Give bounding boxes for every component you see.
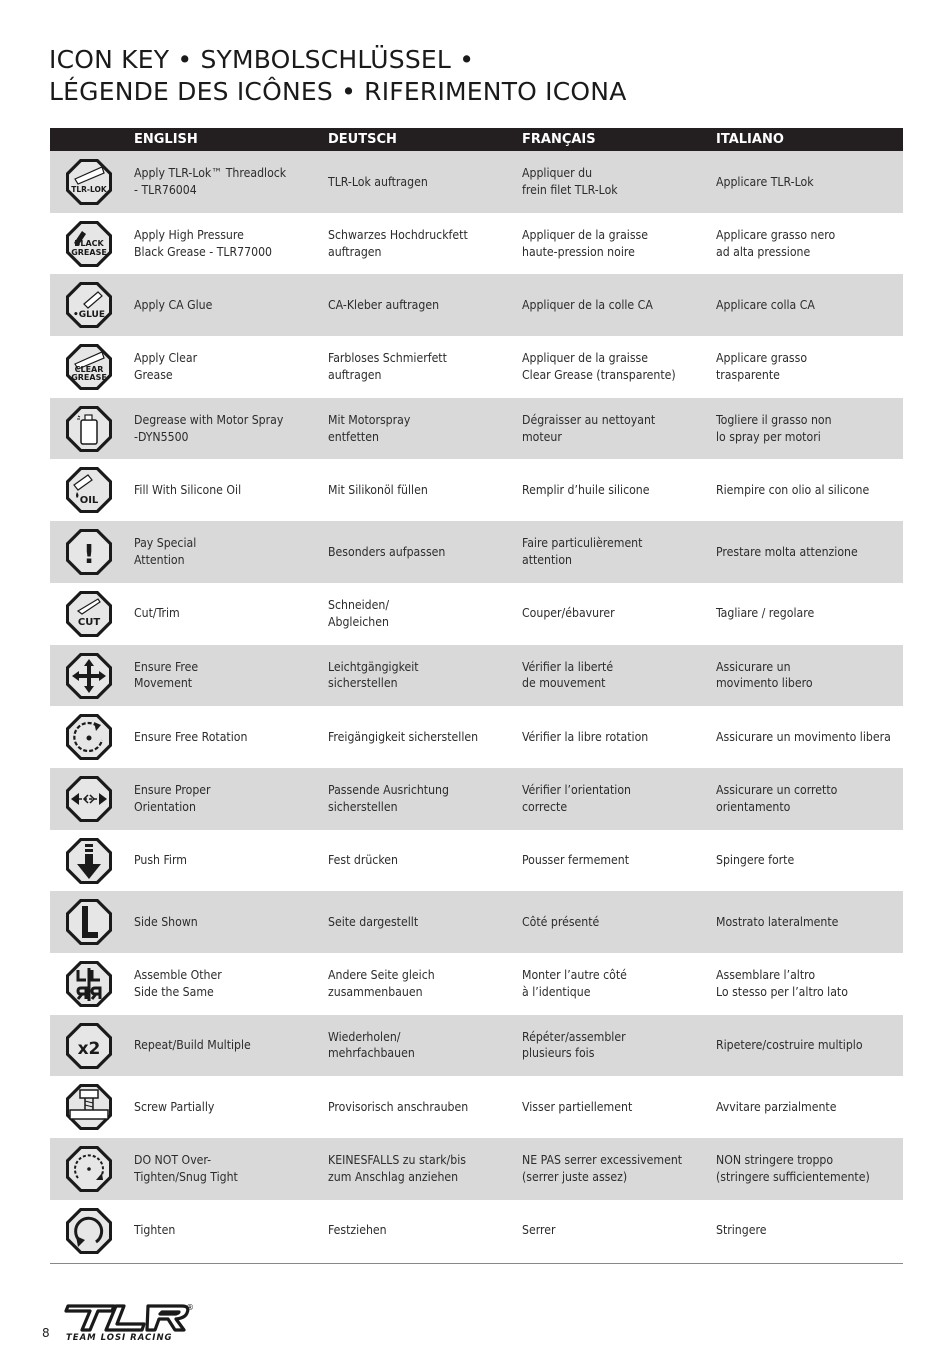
svg-text:GREASE: GREASE	[71, 373, 107, 383]
cell-francais: Dégraisser au nettoyant moteur	[522, 413, 656, 444]
cell-english: Repeat/Build Multiple	[134, 1038, 251, 1053]
header-english: ENGLISH	[134, 132, 198, 147]
screw-partially-icon	[64, 1082, 114, 1132]
table-header	[50, 128, 903, 151]
cell-francais: Vérifier la libre rotation	[522, 729, 649, 744]
cell-italiano: Ripetere/costruire multiplo	[716, 1038, 863, 1053]
header-deutsch: DEUTSCH	[328, 132, 397, 147]
cell-deutsch: TLR-Lok auftragen	[328, 174, 428, 189]
table-row	[50, 891, 903, 953]
svg-text:•GLUE: •GLUE	[72, 310, 106, 321]
cell-deutsch: CA-Kleber auftragen	[328, 297, 440, 312]
table-row	[50, 274, 903, 336]
tighten-icon	[64, 1206, 114, 1256]
cell-deutsch: Mit Motorspray entfetten	[328, 413, 411, 444]
cell-francais: Faire particulièrement attention	[522, 536, 643, 567]
table-row	[50, 1200, 903, 1262]
table-row	[50, 706, 903, 768]
cell-english: Apply TLR-Lok™ Threadlock - TLR76004	[134, 166, 287, 197]
cell-italiano: Riempire con olio al silicone	[716, 483, 870, 498]
cell-francais: Vérifier l’orientation correcte	[522, 783, 631, 814]
table-row	[50, 953, 903, 1015]
cell-deutsch: Mit Silikonöl füllen	[328, 483, 428, 498]
cell-italiano: Assicurare un movimento libero	[716, 659, 813, 691]
cell-english: DO NOT Over- Tighten/Snug Tight	[134, 1153, 238, 1184]
motor-spray-icon	[64, 404, 114, 454]
repeat-x2-icon	[64, 1021, 114, 1071]
cell-italiano: Spingere forte	[716, 853, 795, 868]
free-movement-icon	[64, 651, 114, 701]
cell-deutsch: Provisorisch anschrauben	[328, 1099, 469, 1114]
cell-english: Assemble Other Side the Same	[134, 968, 222, 999]
header-francais: FRANÇAIS	[522, 132, 596, 147]
header-italiano: ITALIANO	[716, 132, 784, 147]
title-line-1: ICON KEY • SYMBOLSCHLÜSSEL •	[49, 45, 475, 74]
cell-francais: Côté présenté	[522, 914, 600, 929]
cell-francais: Remplir d’huile silicone	[522, 483, 650, 498]
cell-english: Side Shown	[134, 914, 198, 929]
cell-english: Degrease with Motor Spray -DYN5500	[134, 413, 284, 444]
page-number: 8	[42, 1326, 50, 1340]
cell-deutsch: Besonders aufpassen	[328, 544, 446, 559]
assemble-other-side-icon	[64, 959, 114, 1009]
cell-english: Tighten	[134, 1223, 176, 1238]
cell-deutsch: Freigängigkeit sicherstellen	[328, 729, 479, 744]
cell-francais: Vérifier la liberté de mouvement	[522, 659, 614, 691]
title-line-2: LÉGENDE DES ICÔNES • RIFERIMENTO ICONA	[49, 77, 627, 106]
side-shown-icon	[64, 897, 114, 947]
clear-grease-icon	[64, 342, 114, 392]
table-row	[50, 213, 903, 275]
cell-english: Push Firm	[134, 853, 187, 868]
svg-text:!: !	[83, 540, 95, 571]
glue-icon	[64, 280, 114, 330]
cell-deutsch: Seite dargestellt	[328, 914, 419, 929]
cell-italiano: Assemblare l’altro Lo stesso per l’altro lato	[716, 968, 848, 999]
cell-english: Apply Clear Grease	[134, 351, 198, 382]
cell-italiano: Stringere	[716, 1223, 767, 1238]
svg-text:x2: x2	[77, 1038, 101, 1059]
cell-deutsch: Andere Seite gleich zusammenbauen	[328, 968, 435, 999]
cell-francais: Monter l’autre côté à l’identique	[522, 968, 627, 999]
svg-text:BLACK: BLACK	[74, 238, 104, 248]
icon-key-table	[50, 128, 903, 1261]
cell-francais: Visser partiellement	[522, 1099, 633, 1114]
table-row	[50, 1138, 903, 1200]
table-row	[50, 336, 903, 398]
tlr-logo	[62, 1300, 202, 1342]
cell-english: Screw Partially	[134, 1099, 215, 1114]
cell-english: Cut/Trim	[134, 606, 180, 621]
cell-francais: Serrer	[522, 1223, 556, 1238]
cell-english: Apply CA Glue	[134, 297, 213, 312]
table-row	[50, 583, 903, 645]
cell-deutsch: Passende Ausrichtung sicherstellen	[328, 783, 449, 814]
table-row	[50, 521, 903, 583]
cell-italiano: Avvitare parzialmente	[716, 1099, 837, 1114]
cell-italiano: Prestare molta attenzione	[716, 544, 858, 559]
cell-italiano: Applicare grasso nero ad alta pressione	[716, 228, 836, 259]
cell-italiano: Applicare colla CA	[716, 297, 815, 312]
black-grease-icon	[64, 219, 114, 269]
silicone-oil-icon	[64, 465, 114, 515]
attention-icon	[64, 527, 114, 577]
free-rotation-icon	[64, 712, 114, 762]
cell-english: Apply High Pressure Black Grease - TLR77000	[134, 228, 273, 259]
table-row	[50, 398, 903, 460]
cell-english: Ensure Proper Orientation	[134, 783, 211, 814]
cell-deutsch: Fest drücken	[328, 853, 398, 868]
cell-francais: Appliquer de la graisse Clear Grease (transparente)	[522, 351, 676, 382]
cell-deutsch: KEINESFALLS zu stark/bis zum Anschlag anziehen	[328, 1153, 466, 1184]
cell-deutsch: Leichtgängigkeit sicherstellen	[328, 659, 419, 691]
cell-francais: Appliquer de la graisse haute-pression noire	[522, 228, 649, 259]
logo-subtext: TEAM LOSI RACING	[66, 1333, 173, 1342]
cell-italiano: Tagliare / regolare	[716, 606, 815, 621]
cell-italiano: Assicurare un movimento libera	[716, 729, 891, 744]
cell-english: Ensure Free Movement	[134, 659, 199, 691]
table-row	[50, 151, 903, 213]
cell-english: Pay Special Attention	[134, 536, 197, 567]
cell-italiano: Togliere il grasso non lo spray per motori	[716, 413, 832, 444]
cell-deutsch: Festziehen	[328, 1223, 387, 1238]
svg-text:OIL: OIL	[79, 495, 99, 507]
cell-italiano: Mostrato lateralmente	[716, 914, 839, 929]
cell-deutsch: Wiederholen/ mehrfachbauen	[328, 1029, 415, 1061]
cell-english: Ensure Free Rotation	[134, 729, 248, 744]
cell-italiano: NON stringere troppo (stringere sufficientemente)	[716, 1153, 870, 1184]
cell-francais: Appliquer de la colle CA	[522, 297, 653, 312]
table-body	[50, 151, 903, 1261]
svg-text:GREASE: GREASE	[71, 247, 107, 257]
cell-deutsch: Farbloses Schmierfett auftragen	[328, 351, 447, 382]
cell-francais: NE PAS serrer excessivement (serrer juste assez)	[522, 1153, 683, 1184]
svg-text:CLEAR: CLEAR	[74, 365, 104, 375]
cell-italiano: Applicare grasso trasparente	[716, 351, 808, 382]
cell-deutsch: Schwarzes Hochdruckfett auftragen	[328, 228, 468, 259]
cell-italiano: Applicare TLR-Lok	[716, 174, 814, 189]
orientation-icon	[64, 774, 114, 824]
svg-text:TLR-LOK: TLR-LOK	[71, 185, 107, 194]
registered-mark: ®	[186, 1303, 194, 1312]
bottom-divider	[50, 1263, 903, 1264]
cell-english: Fill With Silicone Oil	[134, 483, 242, 498]
table-row	[50, 768, 903, 830]
cell-francais: Appliquer du frein filet TLR-Lok	[522, 166, 618, 197]
table-row	[50, 1015, 903, 1077]
do-not-overtighten-icon	[64, 1144, 114, 1194]
cell-francais: Répéter/assembler plusieurs fois	[522, 1029, 626, 1061]
page-title	[49, 44, 627, 108]
table-row	[50, 830, 903, 892]
cut-icon	[64, 589, 114, 639]
svg-text:CUT: CUT	[77, 616, 101, 628]
table-row	[50, 1076, 903, 1138]
cell-francais: Pousser fermement	[522, 853, 629, 868]
table-row	[50, 459, 903, 521]
tlr-lok-icon	[64, 157, 114, 207]
table-row	[50, 645, 903, 707]
cell-deutsch: Schneiden/ Abgleichen	[328, 598, 390, 629]
cell-italiano: Assicurare un corretto orientamento	[716, 783, 838, 814]
cell-francais: Couper/ébavurer	[522, 606, 615, 621]
push-firm-icon	[64, 836, 114, 886]
